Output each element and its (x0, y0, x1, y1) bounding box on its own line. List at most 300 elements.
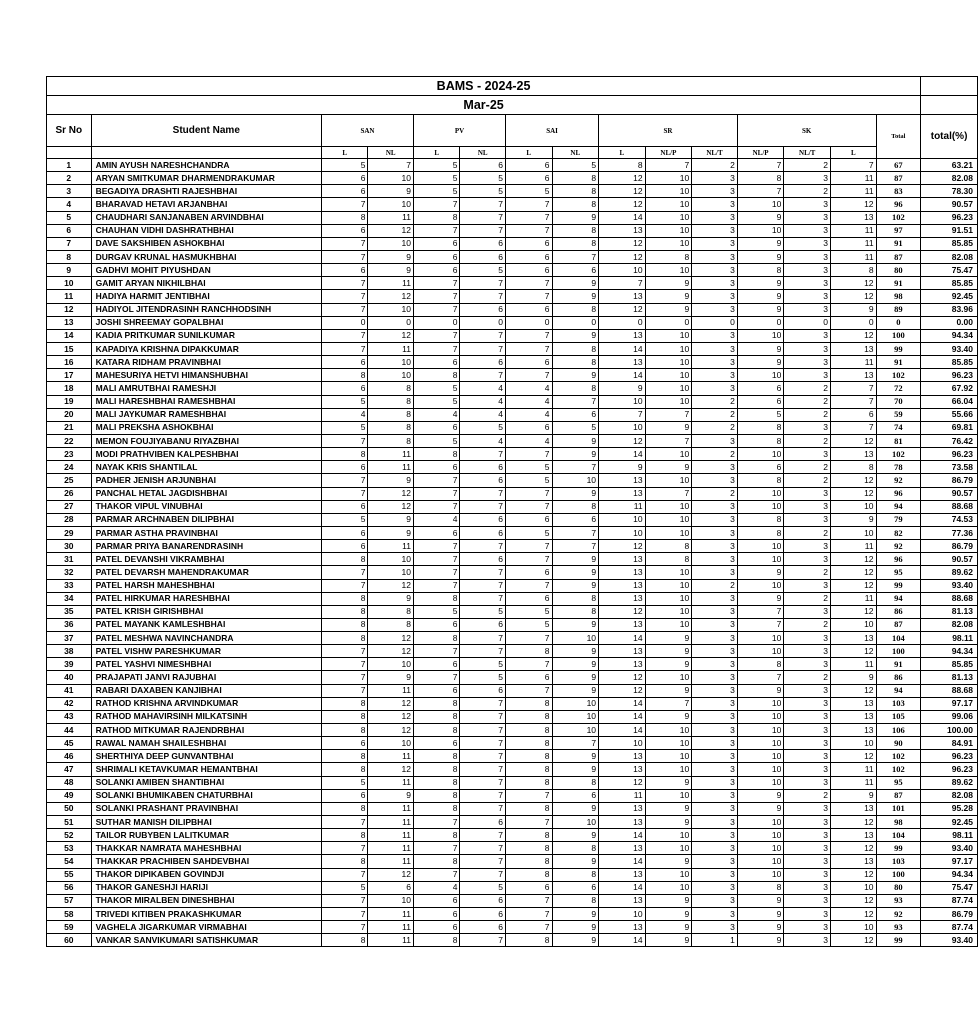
score-cell: 3 (692, 684, 738, 697)
score-cell: 8 (414, 802, 460, 815)
student-name-subheader (91, 147, 321, 159)
score-cell: 0 (831, 316, 877, 329)
total-pct-cell: 96.23 (921, 211, 978, 224)
table-row (47, 868, 978, 881)
student-name-cell: PATEL MESHWA NAVINCHANDRA (91, 632, 321, 645)
score-cell: 5 (552, 421, 599, 434)
score-cell: 8 (645, 540, 692, 553)
score-cell: 10 (368, 566, 414, 579)
score-cell: 11 (368, 776, 414, 789)
score-cell: 4 (506, 408, 552, 421)
score-cell: 4 (414, 881, 460, 894)
score-cell: 6 (552, 264, 599, 277)
score-cell: 10 (552, 697, 599, 710)
score-cell: 8 (321, 855, 367, 868)
score-cell: 7 (414, 816, 460, 829)
total-pct-cell: 90.57 (921, 198, 978, 211)
total-cell: 67 (876, 159, 921, 172)
total-pct-cell: 93.40 (921, 342, 978, 355)
score-cell: 6 (460, 513, 506, 526)
score-cell: 9 (737, 356, 784, 369)
group-header-pv: PV (414, 115, 506, 147)
total-cell: 102 (876, 448, 921, 461)
score-cell: 3 (692, 540, 738, 553)
score-cell: 7 (645, 434, 692, 447)
score-cell: 3 (784, 342, 831, 355)
score-cell: 10 (645, 789, 692, 802)
score-cell: 7 (460, 540, 506, 553)
score-cell: 9 (552, 750, 599, 763)
score-cell: 9 (552, 553, 599, 566)
score-cell: 8 (368, 408, 414, 421)
score-cell: 9 (552, 329, 599, 342)
total-pct-cell: 66.04 (921, 395, 978, 408)
total-cell: 98 (876, 816, 921, 829)
score-cell: 12 (831, 894, 877, 907)
student-name-cell: GAMIT ARYAN NIKHILBHAI (91, 277, 321, 290)
total-pct-cell: 88.68 (921, 592, 978, 605)
score-cell: 9 (599, 461, 646, 474)
score-cell: 7 (506, 658, 552, 671)
total-cell: 95 (876, 566, 921, 579)
score-cell: 8 (506, 829, 552, 842)
table-row (47, 553, 978, 566)
score-cell: 3 (784, 816, 831, 829)
score-cell: 9 (831, 303, 877, 316)
score-cell: 2 (692, 448, 738, 461)
score-cell: 6 (321, 356, 367, 369)
score-cell: 10 (645, 500, 692, 513)
student-name-cell: GADHVI MOHIT PIYUSHDAN (91, 264, 321, 277)
score-cell: 6 (506, 250, 552, 263)
score-cell: 7 (414, 566, 460, 579)
score-cell: 6 (321, 526, 367, 539)
score-cell: 6 (414, 921, 460, 934)
score-cell: 6 (552, 513, 599, 526)
score-cell: 8 (321, 802, 367, 815)
score-cell: 13 (599, 750, 646, 763)
score-cell: 14 (599, 448, 646, 461)
score-cell: 7 (506, 487, 552, 500)
score-cell: 6 (506, 356, 552, 369)
score-cell: 3 (692, 632, 738, 645)
score-cell: 3 (692, 500, 738, 513)
total-cell: 87 (876, 172, 921, 185)
total-cell: 91 (876, 658, 921, 671)
score-cell: 9 (737, 237, 784, 250)
total-cell: 94 (876, 500, 921, 513)
total-pct-cell: 96.23 (921, 750, 978, 763)
score-cell: 3 (692, 618, 738, 631)
sr-no-cell: 57 (47, 894, 92, 907)
score-cell: 12 (831, 605, 877, 618)
score-cell: 5 (321, 776, 367, 789)
score-cell: 11 (831, 224, 877, 237)
score-cell: 5 (414, 434, 460, 447)
score-cell: 13 (831, 632, 877, 645)
table-row (47, 881, 978, 894)
score-cell: 9 (831, 513, 877, 526)
score-cell: 3 (692, 474, 738, 487)
score-cell: 7 (460, 369, 506, 382)
student-name-cell: HADIYOL JITENDRASINH RANCHHODSINH (91, 303, 321, 316)
score-cell: 7 (552, 737, 599, 750)
score-cell: 5 (414, 159, 460, 172)
score-cell: 8 (321, 763, 367, 776)
score-cell: 8 (737, 172, 784, 185)
score-cell: 10 (368, 658, 414, 671)
student-name-cell: PATEL DEVARSH MAHENDRAKUMAR (91, 566, 321, 579)
score-cell: 8 (321, 750, 367, 763)
score-cell: 9 (552, 658, 599, 671)
score-cell: 12 (831, 474, 877, 487)
score-cell: 7 (321, 921, 367, 934)
score-cell: 7 (414, 198, 460, 211)
score-cell: 9 (645, 461, 692, 474)
score-cell: 2 (692, 579, 738, 592)
score-cell: 6 (460, 921, 506, 934)
score-cell: 10 (737, 697, 784, 710)
score-cell: 7 (321, 434, 367, 447)
table-row (47, 434, 978, 447)
score-cell: 2 (784, 671, 831, 684)
score-cell: 8 (506, 697, 552, 710)
score-cell: 7 (368, 159, 414, 172)
score-cell: 3 (784, 198, 831, 211)
score-cell: 3 (692, 908, 738, 921)
total-cell: 87 (876, 618, 921, 631)
total-cell: 105 (876, 710, 921, 723)
score-cell: 7 (321, 329, 367, 342)
score-cell: 7 (321, 487, 367, 500)
score-cell: 10 (737, 632, 784, 645)
score-cell: 9 (645, 421, 692, 434)
score-cell: 5 (552, 159, 599, 172)
score-cell: 7 (506, 448, 552, 461)
score-cell: 8 (737, 526, 784, 539)
score-cell: 7 (321, 237, 367, 250)
score-cell: 12 (599, 185, 646, 198)
score-cell: 12 (831, 750, 877, 763)
score-cell: 6 (460, 553, 506, 566)
score-cell: 13 (599, 356, 646, 369)
score-cell: 7 (645, 487, 692, 500)
score-cell: 10 (599, 526, 646, 539)
score-cell: 9 (552, 802, 599, 815)
score-cell: 2 (692, 395, 738, 408)
score-cell: 8 (552, 868, 599, 881)
score-cell: 8 (506, 710, 552, 723)
student-name-cell: PATEL YASHVI NIMESHBHAI (91, 658, 321, 671)
score-cell: 7 (414, 474, 460, 487)
student-name-cell: RATHOD KRISHNA ARVINDKUMAR (91, 697, 321, 710)
sheet-title: BAMS - 2024-25 (47, 77, 921, 96)
score-cell: 9 (552, 934, 599, 947)
score-cell: 8 (414, 369, 460, 382)
score-cell: 13 (831, 211, 877, 224)
score-cell: 9 (552, 579, 599, 592)
score-cell: 13 (599, 816, 646, 829)
score-cell: 8 (506, 842, 552, 855)
table-row (47, 198, 978, 211)
table-row (47, 329, 978, 342)
score-cell: 7 (831, 395, 877, 408)
total-cell: 93 (876, 894, 921, 907)
score-cell: 9 (737, 250, 784, 263)
score-cell: 3 (784, 737, 831, 750)
score-cell: 5 (460, 881, 506, 894)
score-cell: 6 (506, 159, 552, 172)
score-cell: 9 (368, 513, 414, 526)
score-cell: 3 (784, 237, 831, 250)
table-row (47, 224, 978, 237)
score-cell: 10 (737, 645, 784, 658)
sheet-subtitle: Mar-25 (47, 96, 921, 115)
total-pct-cell: 94.34 (921, 329, 978, 342)
score-cell: 10 (831, 500, 877, 513)
score-cell: 3 (784, 645, 831, 658)
score-cell: 7 (460, 645, 506, 658)
score-cell: 7 (552, 395, 599, 408)
total-cell: 92 (876, 540, 921, 553)
table-row (47, 513, 978, 526)
score-cell: 10 (645, 474, 692, 487)
score-cell: 12 (599, 684, 646, 697)
score-cell: 13 (599, 474, 646, 487)
student-name-cell: PATEL MAYANK KAMLESHBHAI (91, 618, 321, 631)
score-cell: 5 (414, 605, 460, 618)
score-cell: 6 (414, 421, 460, 434)
score-cell: 7 (506, 579, 552, 592)
score-cell: 6 (414, 737, 460, 750)
score-cell: 11 (831, 658, 877, 671)
score-cell: 8 (321, 592, 367, 605)
score-cell: 12 (599, 237, 646, 250)
table-row (47, 724, 978, 737)
sr-no-cell: 47 (47, 763, 92, 776)
score-cell: 3 (784, 500, 831, 513)
score-cell: 8 (506, 868, 552, 881)
score-cell: 9 (552, 684, 599, 697)
score-cell: 7 (321, 658, 367, 671)
score-cell: 7 (414, 487, 460, 500)
score-cell: 9 (645, 908, 692, 921)
score-cell: 7 (460, 934, 506, 947)
score-cell: 12 (368, 724, 414, 737)
score-cell: 3 (784, 829, 831, 842)
score-cell: 10 (368, 369, 414, 382)
score-cell: 8 (368, 421, 414, 434)
sub-header: NL/T (692, 147, 738, 159)
score-cell: 11 (368, 342, 414, 355)
score-cell: 13 (599, 329, 646, 342)
score-cell: 10 (737, 776, 784, 789)
score-cell: 10 (645, 237, 692, 250)
score-cell: 6 (506, 303, 552, 316)
score-cell: 9 (368, 474, 414, 487)
score-cell: 7 (460, 842, 506, 855)
student-name-cell: MAHESURIYA HETVI HIMANSHUBHAI (91, 369, 321, 382)
student-name-cell: SUTHAR MANISH DILIPBHAI (91, 816, 321, 829)
total-pct-cell: 91.51 (921, 224, 978, 237)
total-pct-cell: 93.40 (921, 934, 978, 947)
score-cell: 3 (692, 881, 738, 894)
score-cell: 7 (506, 894, 552, 907)
score-cell: 8 (831, 264, 877, 277)
sr-no-cell: 8 (47, 250, 92, 263)
total-pct-cell: 55.66 (921, 408, 978, 421)
score-cell: 10 (737, 855, 784, 868)
score-cell: 2 (784, 526, 831, 539)
score-cell: 12 (831, 434, 877, 447)
score-cell: 9 (368, 671, 414, 684)
score-cell: 3 (692, 369, 738, 382)
score-cell: 9 (552, 434, 599, 447)
score-cell: 9 (737, 894, 784, 907)
score-cell: 6 (737, 395, 784, 408)
total-cell: 97 (876, 224, 921, 237)
score-cell: 10 (645, 566, 692, 579)
score-cell: 10 (645, 842, 692, 855)
score-cell: 5 (321, 513, 367, 526)
score-cell: 10 (645, 750, 692, 763)
score-cell: 10 (645, 881, 692, 894)
score-cell: 11 (368, 448, 414, 461)
score-cell: 6 (321, 461, 367, 474)
score-cell: 6 (737, 461, 784, 474)
score-cell: 3 (784, 684, 831, 697)
score-cell: 10 (552, 474, 599, 487)
score-cell: 4 (460, 382, 506, 395)
score-cell: 10 (645, 579, 692, 592)
total-cell: 70 (876, 395, 921, 408)
score-cell: 8 (645, 553, 692, 566)
score-cell: 9 (645, 290, 692, 303)
score-cell: 10 (831, 526, 877, 539)
sub-header: L (321, 147, 367, 159)
score-cell: 10 (737, 540, 784, 553)
score-cell: 10 (737, 329, 784, 342)
student-name-cell: CHAUHAN VIDHI DASHRATHBHAI (91, 224, 321, 237)
table-row (47, 829, 978, 842)
score-cell: 2 (692, 487, 738, 500)
sr-no-cell: 40 (47, 671, 92, 684)
sr-no-cell: 58 (47, 908, 92, 921)
table-row (47, 382, 978, 395)
score-cell: 5 (460, 671, 506, 684)
score-cell: 9 (737, 934, 784, 947)
score-cell: 9 (552, 290, 599, 303)
total-cell: 104 (876, 829, 921, 842)
score-cell: 8 (737, 434, 784, 447)
total-pct-cell: 67.92 (921, 382, 978, 395)
score-cell: 10 (645, 264, 692, 277)
student-name-cell: THAKKAR NAMRATA MAHESHBHAI (91, 842, 321, 855)
score-cell: 8 (414, 724, 460, 737)
table-row (47, 526, 978, 539)
score-cell: 3 (692, 382, 738, 395)
sr-no-cell: 37 (47, 632, 92, 645)
score-cell: 9 (552, 618, 599, 631)
score-cell: 6 (414, 250, 460, 263)
total-cell: 78 (876, 461, 921, 474)
student-name-cell: PATEL HIRKUMAR HARESHBHAI (91, 592, 321, 605)
sr-no-cell: 53 (47, 842, 92, 855)
score-cell: 3 (784, 224, 831, 237)
table-row (47, 710, 978, 723)
score-cell: 3 (692, 868, 738, 881)
total-pct-cell: 88.68 (921, 684, 978, 697)
score-cell: 3 (692, 553, 738, 566)
score-cell: 7 (460, 724, 506, 737)
score-cell: 7 (414, 342, 460, 355)
total-pct-cell: 98.11 (921, 829, 978, 842)
sr-no-cell: 30 (47, 540, 92, 553)
table-row (47, 461, 978, 474)
score-cell: 8 (506, 645, 552, 658)
score-cell: 10 (645, 185, 692, 198)
sr-no-cell: 25 (47, 474, 92, 487)
score-cell: 13 (831, 802, 877, 815)
sr-no-cell: 17 (47, 369, 92, 382)
score-cell: 7 (321, 816, 367, 829)
score-cell: 3 (692, 461, 738, 474)
score-cell: 10 (645, 224, 692, 237)
total-cell: 99 (876, 934, 921, 947)
score-cell: 6 (460, 159, 506, 172)
score-cell: 3 (692, 185, 738, 198)
score-cell: 8 (506, 737, 552, 750)
score-cell: 3 (692, 290, 738, 303)
score-cell: 8 (321, 710, 367, 723)
sr-no-cell: 35 (47, 605, 92, 618)
score-cell: 3 (692, 211, 738, 224)
score-cell: 14 (599, 829, 646, 842)
total-cell: 81 (876, 434, 921, 447)
score-cell: 3 (692, 789, 738, 802)
sr-no-cell: 20 (47, 408, 92, 421)
score-cell: 5 (460, 421, 506, 434)
score-cell: 10 (737, 842, 784, 855)
total-pct-cell: 85.85 (921, 658, 978, 671)
table-row (47, 172, 978, 185)
table-row (47, 592, 978, 605)
score-cell: 6 (460, 894, 506, 907)
score-cell: 13 (599, 868, 646, 881)
student-name-cell: SOLANKI BHUMIKABEN CHATURBHAI (91, 789, 321, 802)
total-pct-cell: 76.42 (921, 434, 978, 447)
score-cell: 7 (552, 461, 599, 474)
total-cell: 94 (876, 684, 921, 697)
score-cell: 3 (784, 487, 831, 500)
score-cell: 7 (737, 671, 784, 684)
score-cell: 7 (506, 198, 552, 211)
score-cell: 8 (552, 303, 599, 316)
sub-header: NL/T (784, 147, 831, 159)
score-cell: 11 (368, 750, 414, 763)
total-pct-cell: 87.74 (921, 921, 978, 934)
table-row (47, 934, 978, 947)
score-cell: 0 (784, 316, 831, 329)
score-cell: 3 (784, 250, 831, 263)
score-cell: 11 (368, 842, 414, 855)
score-cell: 11 (368, 816, 414, 829)
score-cell: 9 (737, 921, 784, 934)
score-cell: 10 (645, 829, 692, 842)
score-cell: 8 (321, 934, 367, 947)
score-cell: 8 (414, 750, 460, 763)
score-cell: 3 (692, 724, 738, 737)
